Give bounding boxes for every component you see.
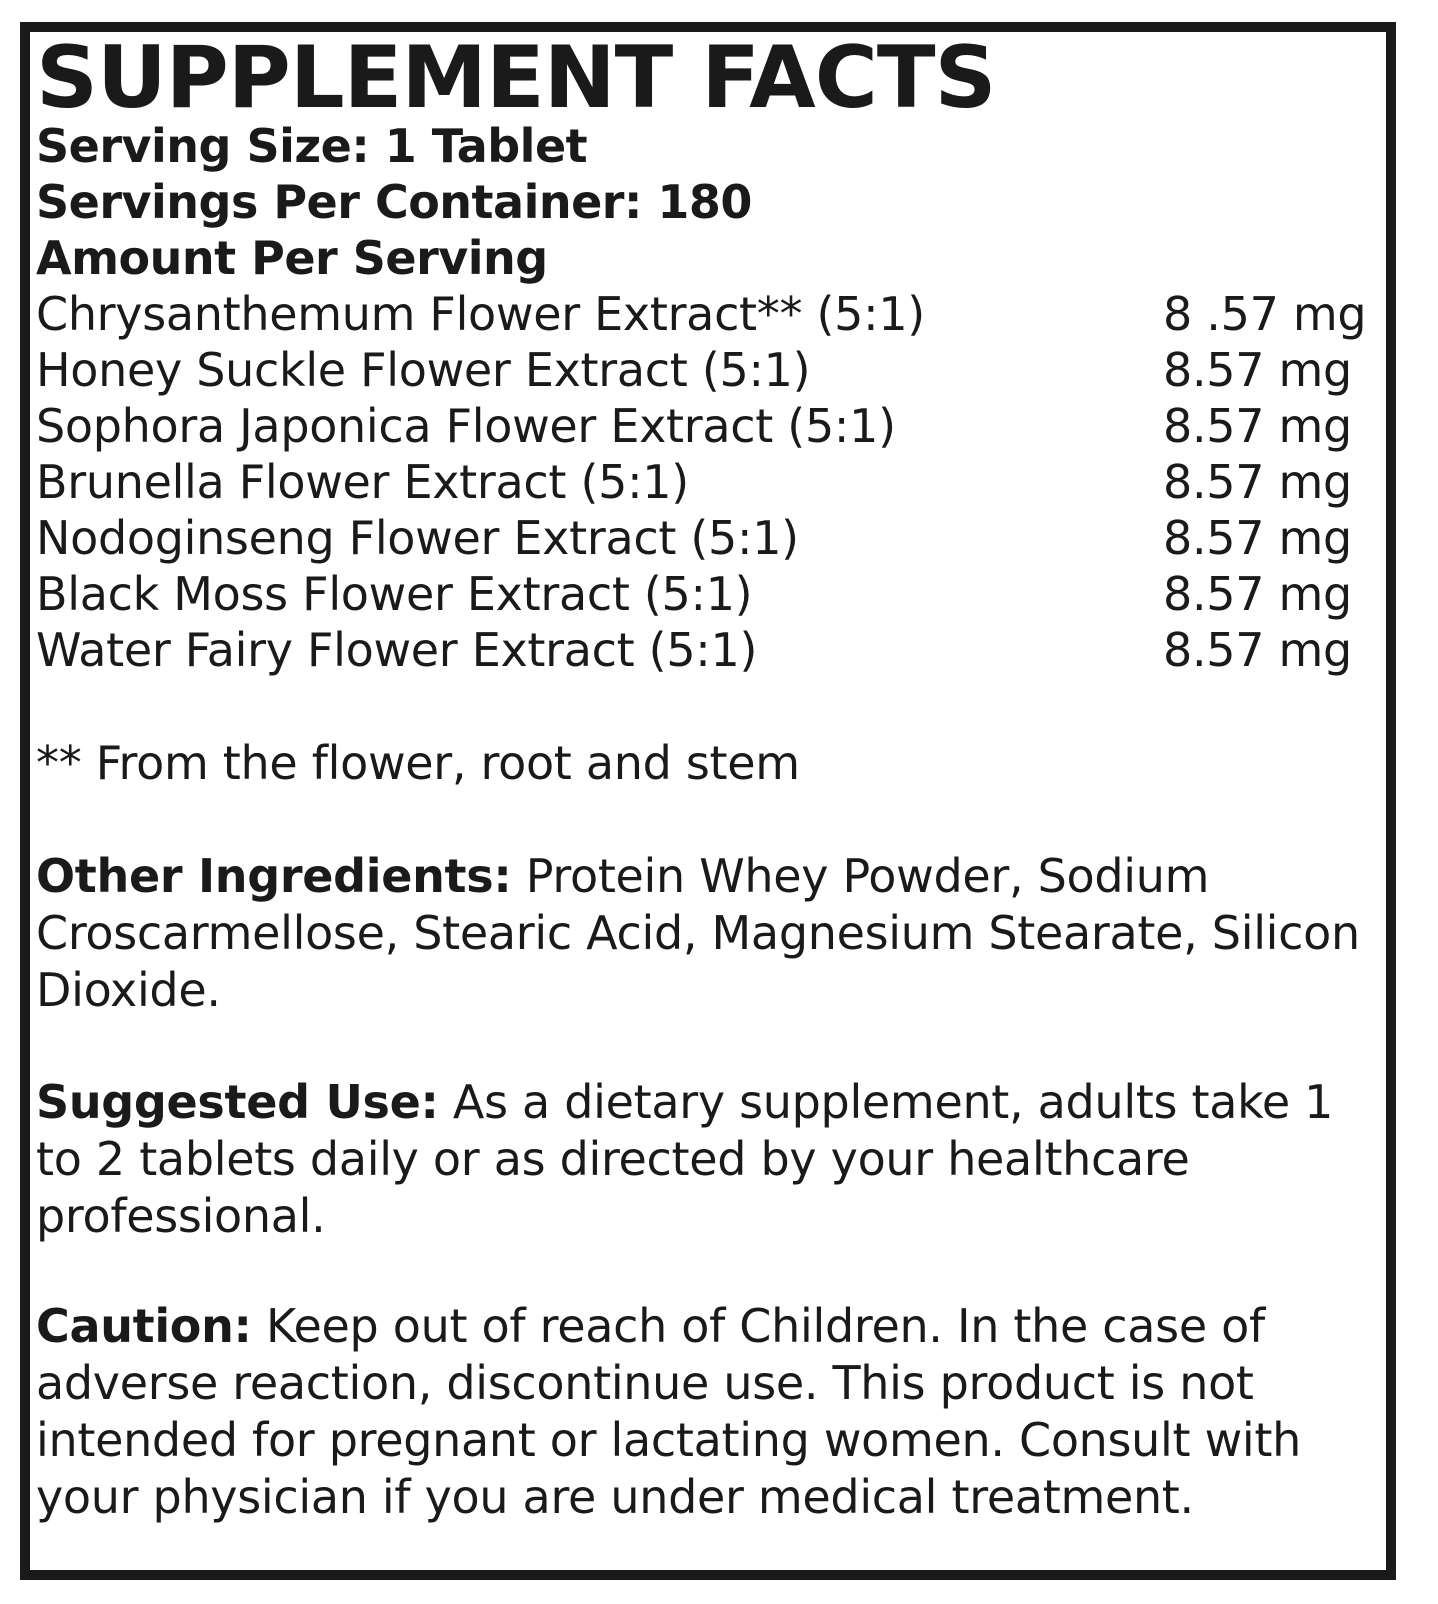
ingredient-name: Chrysanthemum Flower Extract** (5:1) xyxy=(36,287,925,341)
amount-per-serving-header: Amount Per Serving xyxy=(36,231,548,285)
other-ingredients xyxy=(36,848,1376,1019)
ingredient-name: Honey Suckle Flower Extract (5:1) xyxy=(36,343,811,397)
ingredient-amount: 8.57 mg xyxy=(1163,343,1352,397)
ingredient-amount: 8.57 mg xyxy=(1163,567,1352,621)
ingredient-row xyxy=(36,286,1376,343)
caution xyxy=(36,1298,1376,1526)
ingredient-name: Black Moss Flower Extract (5:1) xyxy=(36,567,753,621)
ingredient-row xyxy=(36,566,1376,623)
ingredient-row xyxy=(36,510,1376,567)
ingredient-row xyxy=(36,622,1376,679)
other-ingredients-label: Other Ingredients: xyxy=(36,849,512,903)
label-title: SUPPLEMENT FACTS xyxy=(36,28,996,128)
ingredient-amount: 8.57 mg xyxy=(1163,399,1352,453)
ingredient-name: Nodoginseng Flower Extract (5:1) xyxy=(36,511,799,565)
ingredient-amount: 8 .57 mg xyxy=(1163,287,1367,341)
other-ingredients-text: Protein Whey Powder, Sodium Croscarmellose, Stearic Acid, Magnesium Stearate, Silicon Dioxide. xyxy=(36,849,1360,1017)
ingredient-name: Water Fairy Flower Extract (5:1) xyxy=(36,623,758,677)
ingredient-amount: 8.57 mg xyxy=(1163,455,1352,509)
ingredient-name: Sophora Japonica Flower Extract (5:1) xyxy=(36,399,896,453)
servings-per-container: Servings Per Container: 180 xyxy=(36,175,752,229)
caution-label: Caution: xyxy=(36,1299,252,1353)
ingredient-row xyxy=(36,454,1376,511)
suggested-use-label: Suggested Use: xyxy=(36,1075,439,1129)
ingredient-row xyxy=(36,342,1376,399)
ingredient-name: Brunella Flower Extract (5:1) xyxy=(36,455,689,509)
ingredient-amount: 8.57 mg xyxy=(1163,623,1352,677)
serving-size: Serving Size: 1 Tablet xyxy=(36,119,588,173)
suggested-use-text: As a dietary supplement, adults take 1 to 2 tablets daily or as directed by your healthcare professional. xyxy=(36,1075,1334,1243)
caution-text: Keep out of reach of Children. In the case of adverse reaction, discontinue use. This product is not intended for pregnant or lactating women. Consult with your physician if you are under medical treatment. xyxy=(36,1299,1301,1524)
footnote: ** From the flower, root and stem xyxy=(36,736,800,790)
suggested-use xyxy=(36,1074,1376,1245)
ingredient-row xyxy=(36,398,1376,455)
ingredient-amount: 8.57 mg xyxy=(1163,511,1352,565)
